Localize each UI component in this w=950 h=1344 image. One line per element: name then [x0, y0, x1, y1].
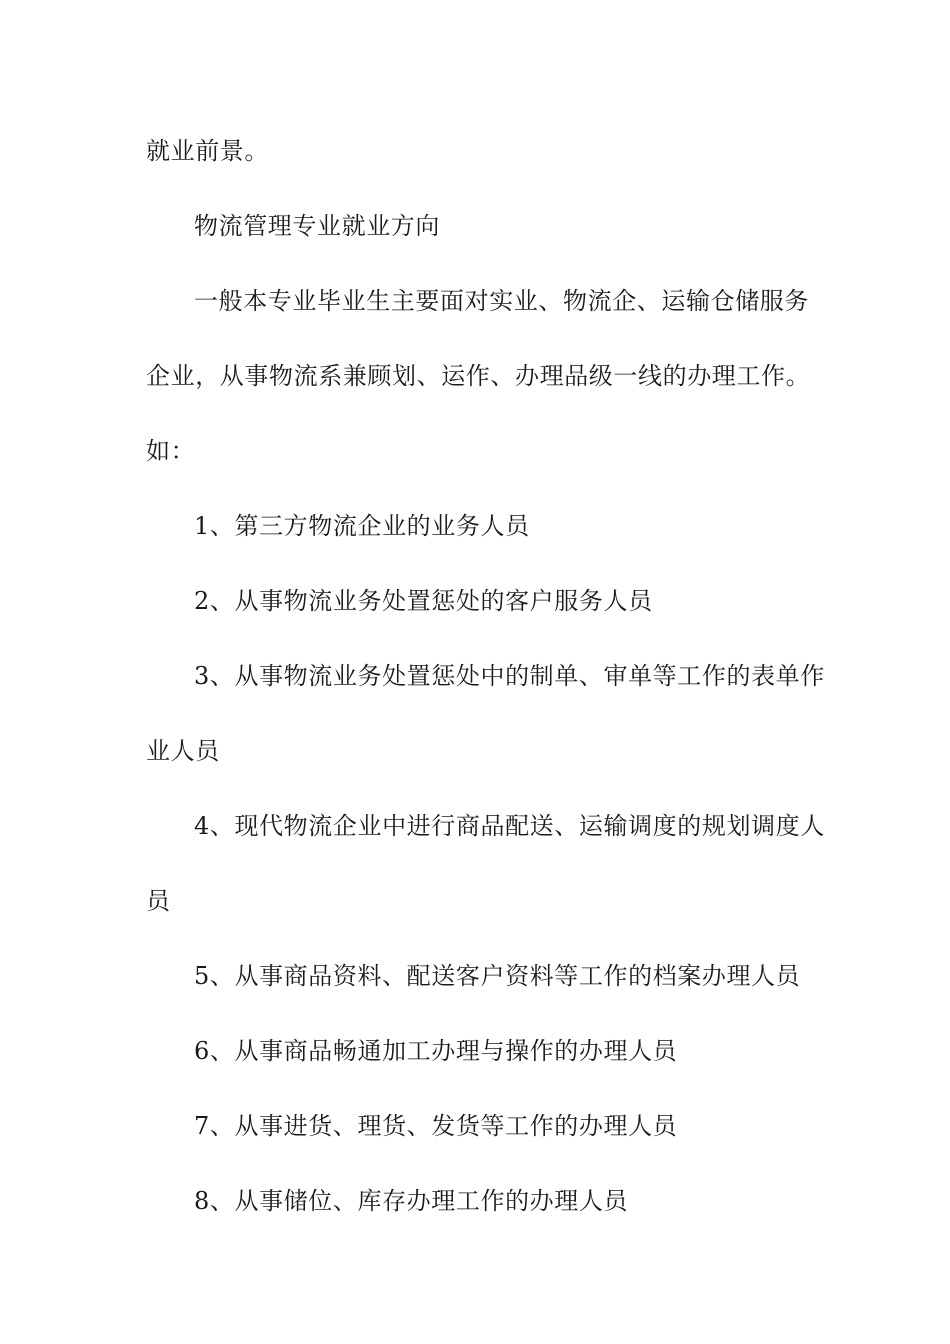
section-heading: 物流管理专业就业方向	[194, 212, 440, 240]
list-item: 5、从事商品资料、配送客户资料等工作的档案办理人员	[194, 962, 801, 990]
list-item-continuation: 员	[146, 887, 171, 915]
list-item-continuation: 业人员	[146, 737, 220, 765]
list-item: 1、第三方物流企业的业务人员	[194, 512, 530, 540]
list-item: 4、现代物流企业中进行商品配送、运输调度的规划调度人	[194, 812, 825, 840]
paragraph-line: 企业，从事物流系兼顾划、运作、办理品级一线的办理工作。	[146, 362, 811, 390]
paragraph-line: 如：	[146, 437, 196, 465]
list-item: 3、从事物流业务处置惩处中的制单、审单等工作的表单作	[194, 662, 825, 690]
list-item: 7、从事进货、理货、发货等工作的办理人员	[194, 1112, 678, 1140]
list-item: 2、从事物流业务处置惩处的客户服务人员	[194, 587, 653, 615]
text-line-continuation: 就业前景。	[146, 137, 269, 165]
list-item: 8、从事储位、库存办理工作的办理人员	[194, 1187, 629, 1215]
list-item: 6、从事商品畅通加工办理与操作的办理人员	[194, 1037, 678, 1065]
paragraph-line: 一般本专业毕业生主要面对实业、物流企、运输仓储服务	[194, 287, 809, 315]
